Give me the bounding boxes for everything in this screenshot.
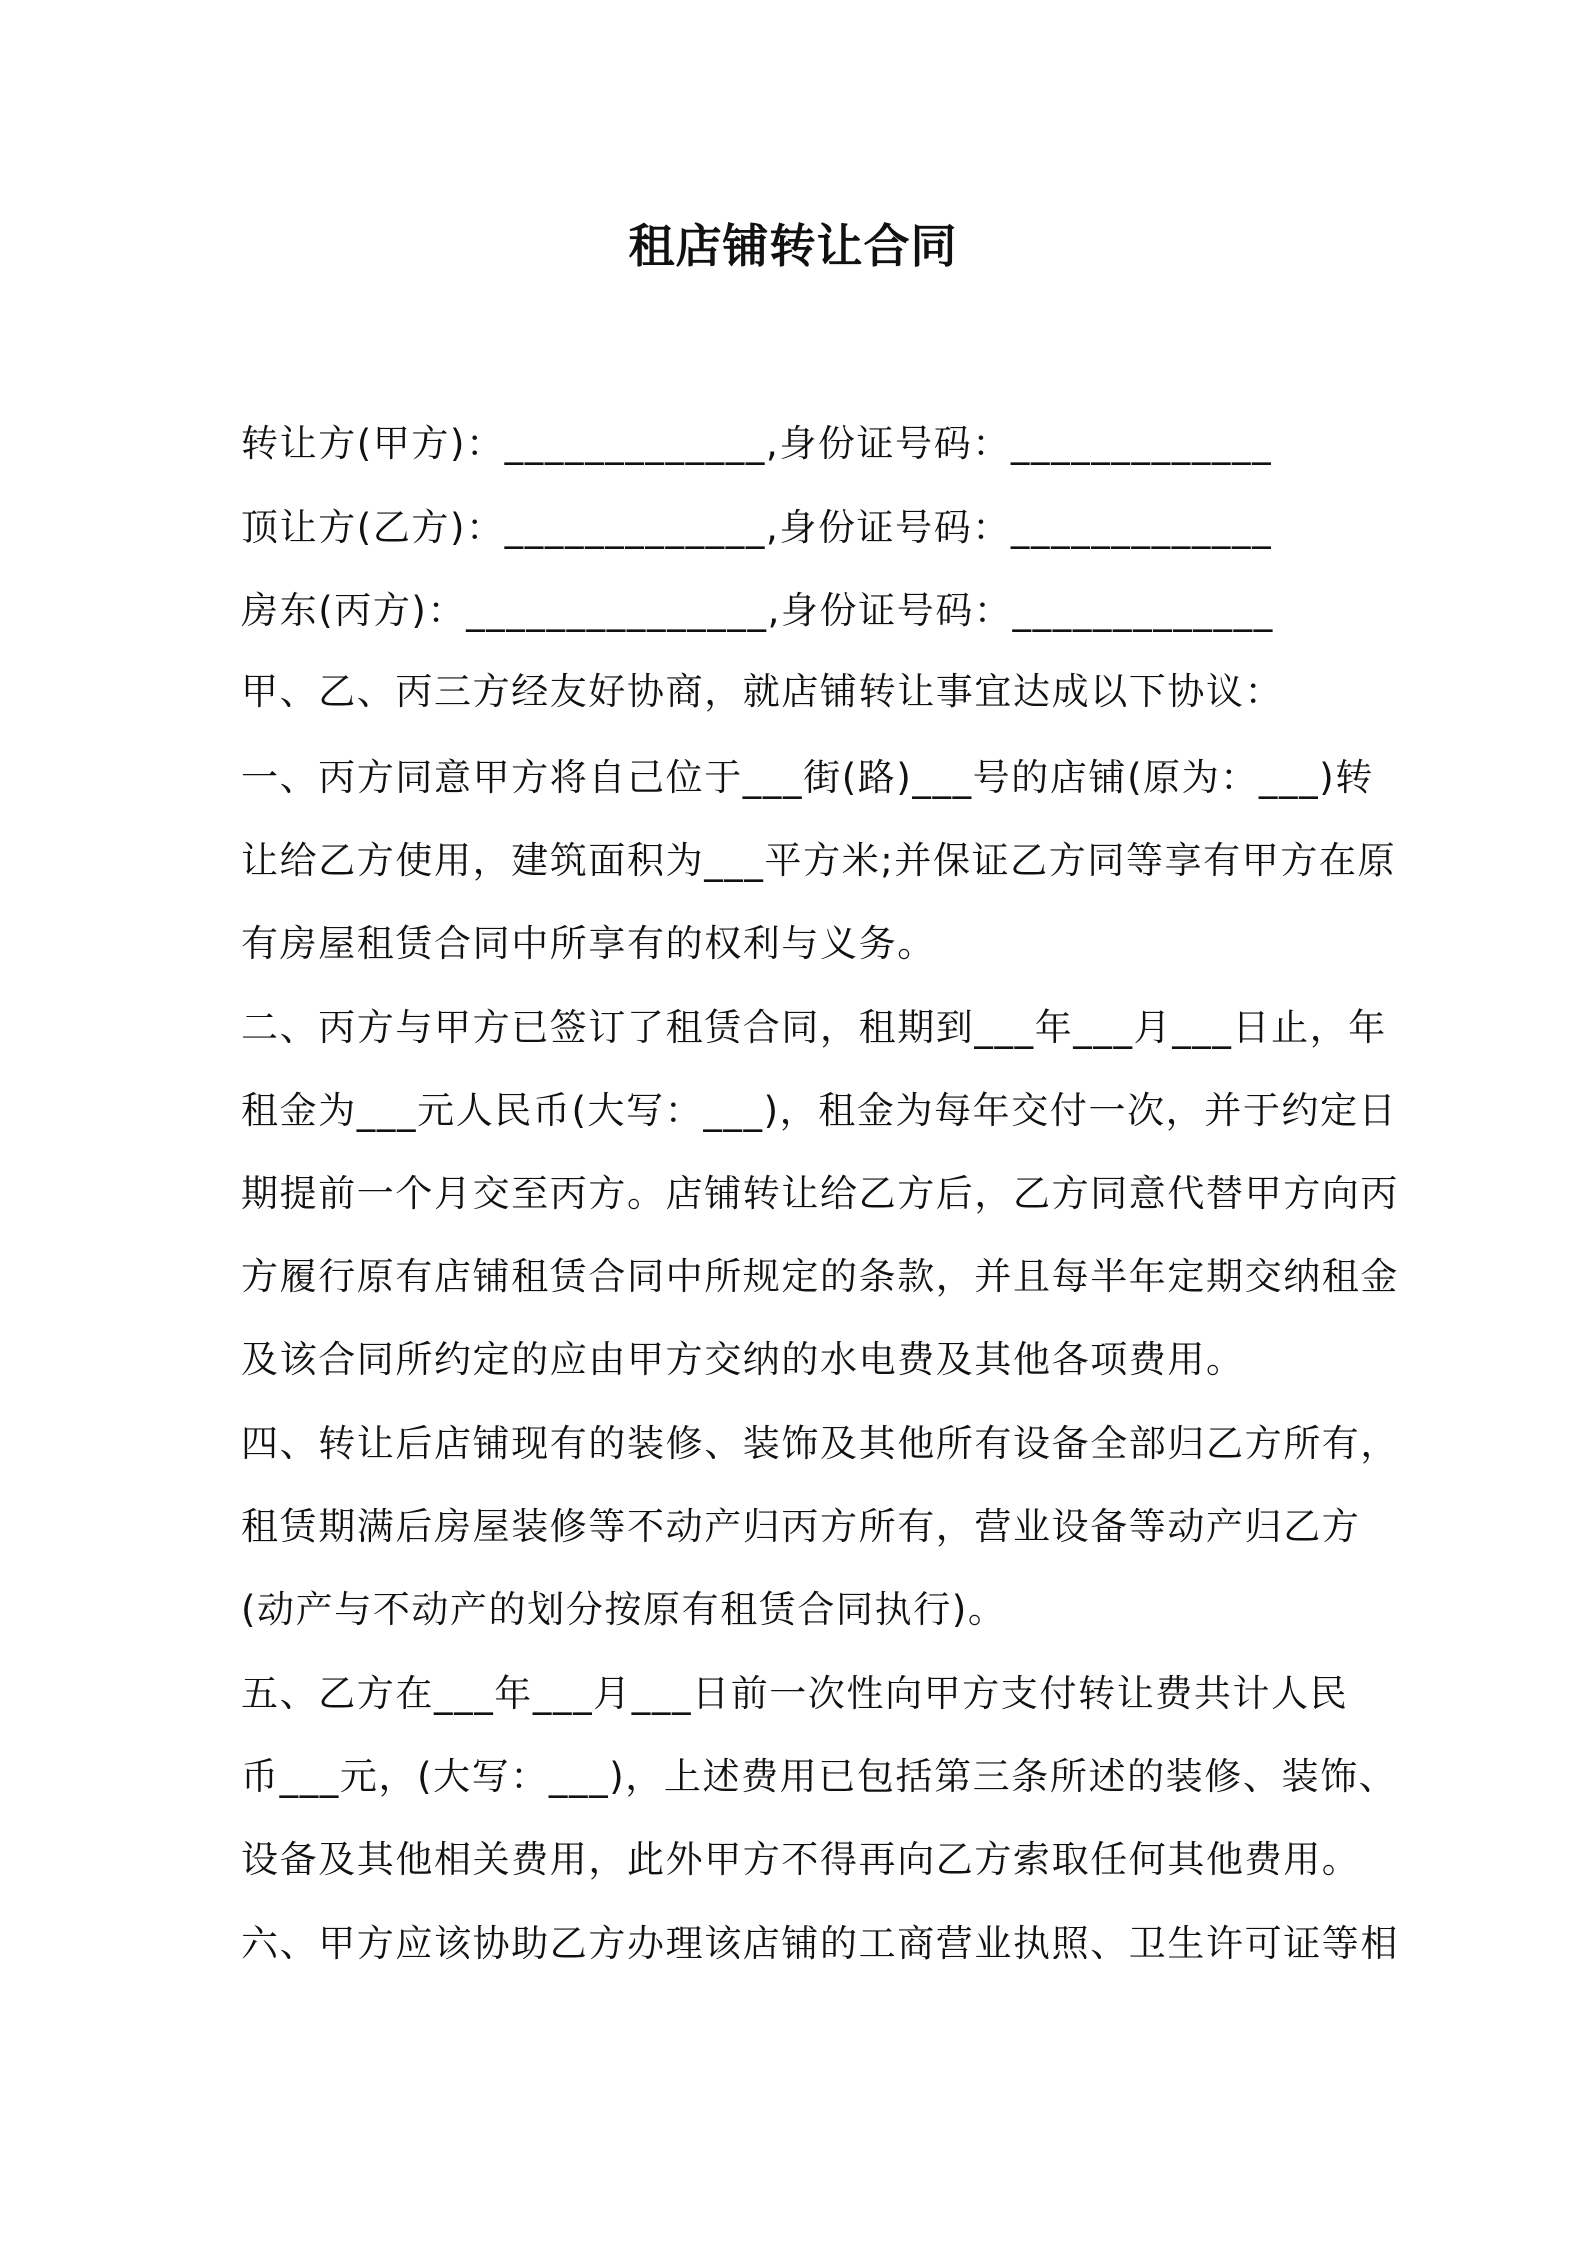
document-title: 租店铺转让合同 <box>628 219 958 273</box>
clause-1-line-3: 有房屋租赁合同中所享有的权利与义务。 <box>241 922 936 965</box>
clause-2-line-1: 二、丙方与甲方已签订了租赁合同，租期到___年___月___日止，年 <box>241 1006 1387 1049</box>
clause-6-line-1: 六、甲方应该协助乙方办理该店铺的工商营业执照、卫生许可证等相 <box>241 1922 1399 1965</box>
clause-2-line-3: 期提前一个月交至丙方。店铺转让给乙方后，乙方同意代替甲方向丙 <box>241 1172 1399 1215</box>
clause-4-line-2: 租赁期满后房屋装修等不动产归丙方所有，营业设备等动产归乙方 <box>241 1505 1361 1548</box>
clause-2-line-5: 及该合同所约定的应由甲方交纳的水电费及其他各项费用。 <box>241 1338 1245 1381</box>
clause-4-line-1: 四、转让后店铺现有的装修、装饰及其他所有设备全部归乙方所有， <box>241 1422 1399 1465</box>
clause-2-line-2: 租金为___元人民币(大写：___)，租金为每年交付一次，并于约定日 <box>241 1089 1398 1132</box>
clause-5-line-3: 设备及其他相关费用，此外甲方不得再向乙方索取任何其他费用。 <box>241 1838 1361 1881</box>
clause-2-line-4: 方履行原有店铺租赁合同中所规定的条款，并且每半年定期交纳租金 <box>241 1255 1399 1298</box>
clause-1-line-1: 一、丙方同意甲方将自己位于___街(路)___号的店铺(原为：___)转 <box>241 756 1374 799</box>
clause-1-line-2: 让给乙方使用，建筑面积为___平方米;并保证乙方同等享有甲方在原 <box>241 839 1397 882</box>
party-b-line: 顶让方(乙方)：_____________,身份证号码：_____________ <box>241 506 1273 549</box>
party-c-line: 房东(丙方)：_______________,身份证号码：_____________ <box>241 589 1274 632</box>
party-a-line: 转让方(甲方)：_____________,身份证号码：_____________ <box>241 422 1273 465</box>
agreement-intro: 甲、乙、丙三方经友好协商，就店铺转让事宜达成以下协议： <box>241 670 1284 713</box>
clause-5-line-2: 币___元，(大写：___)，上述费用已包括第三条所述的装修、装饰、 <box>241 1755 1398 1798</box>
clause-5-line-1: 五、乙方在___年___月___日前一次性向甲方支付转让费共计人民 <box>241 1672 1349 1715</box>
clause-4-line-3: (动产与不动产的划分按原有租赁合同执行)。 <box>241 1588 1007 1631</box>
